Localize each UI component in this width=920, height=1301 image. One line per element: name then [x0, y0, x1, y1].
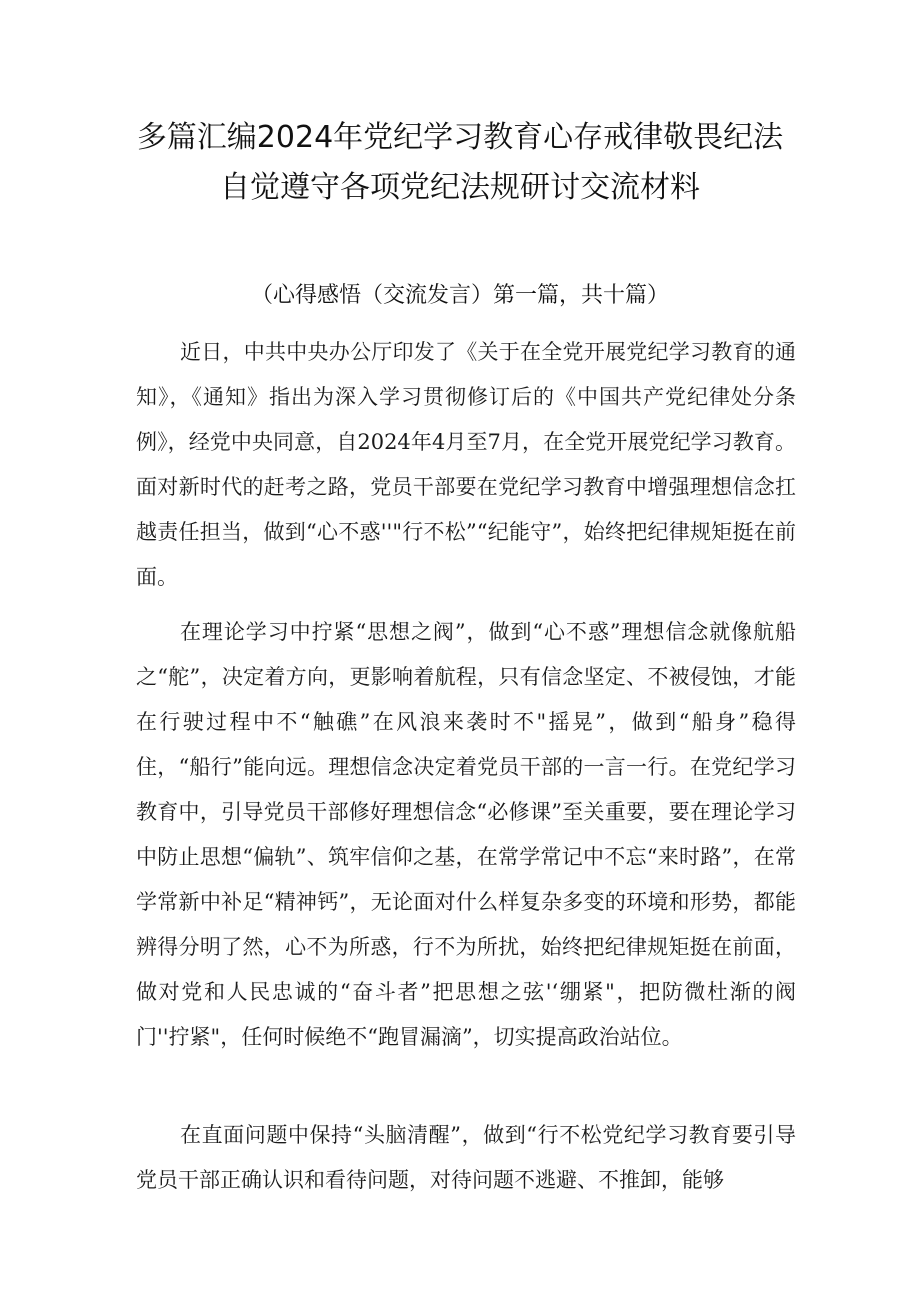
document-title-line-1: 多篇汇编2024年党纪学习教育心存戒律敬畏纪法	[136, 120, 784, 155]
document-subtitle: （心得感悟（交流发言）第一篇，共十篇）	[250, 283, 669, 308]
document-title-line-2: 自觉遵守各项党纪法规研讨交流材料	[220, 170, 700, 205]
body-paragraph-1: 近日，中共中央办公厅印发了《关于在全党开展党纪学习教育的通知》，《通知》指出为深入学习贯彻修订后的《中国共产党纪律处分条例》，经党中央同意，自2024年4月至7月，在全党开展党纪学习教育。面对新时代的赶考之路，党员干部要在党纪学习教育中增强理想信念扛越责任担当，做到“心不惑''"行不松”“纪能守”，始终把纪律规矩挺在前面。	[136, 340, 796, 589]
body-paragraph-3: 在直面问题中保持“头脑清醒”，做到“行不松党纪学习教育要引导党员干部正确认识和看待问题，对待问题不逃避、不推卸，能够	[136, 1123, 796, 1192]
body-paragraph-2: 在理论学习中拧紧“思想之阀”，做到“心不惑”理想信念就像航船之“舵”，决定着方向，更影响着航程，只有信念坚定、不被侵蚀，才能在行驶过程中不“触礁”在风浪来袭时不"摇晃”，做到“船身”稳得住，“船行”能向远。理想信念决定着党员干部的一言一行。在党纪学习教育中，引导党员干部修好理想信念“必修课”至关重要，要在理论学习中防止思想“偏轨”、筑牢信仰之基，在常学常记中不忘“来时路”，在常学常新中补足“精神钙”，无论面对什么样复杂多变的环境和形势，都能辨得分明了然，心不为所惑，行不为所扰，始终把纪律规矩挺在前面，做对党和人民忠诚的“奋斗者”把思想之弦'‘绷紧"，把防微杜渐的阀门''拧紧"，任何时候绝不“跑冒漏滴”，切实提高政治站位。	[136, 620, 796, 1049]
